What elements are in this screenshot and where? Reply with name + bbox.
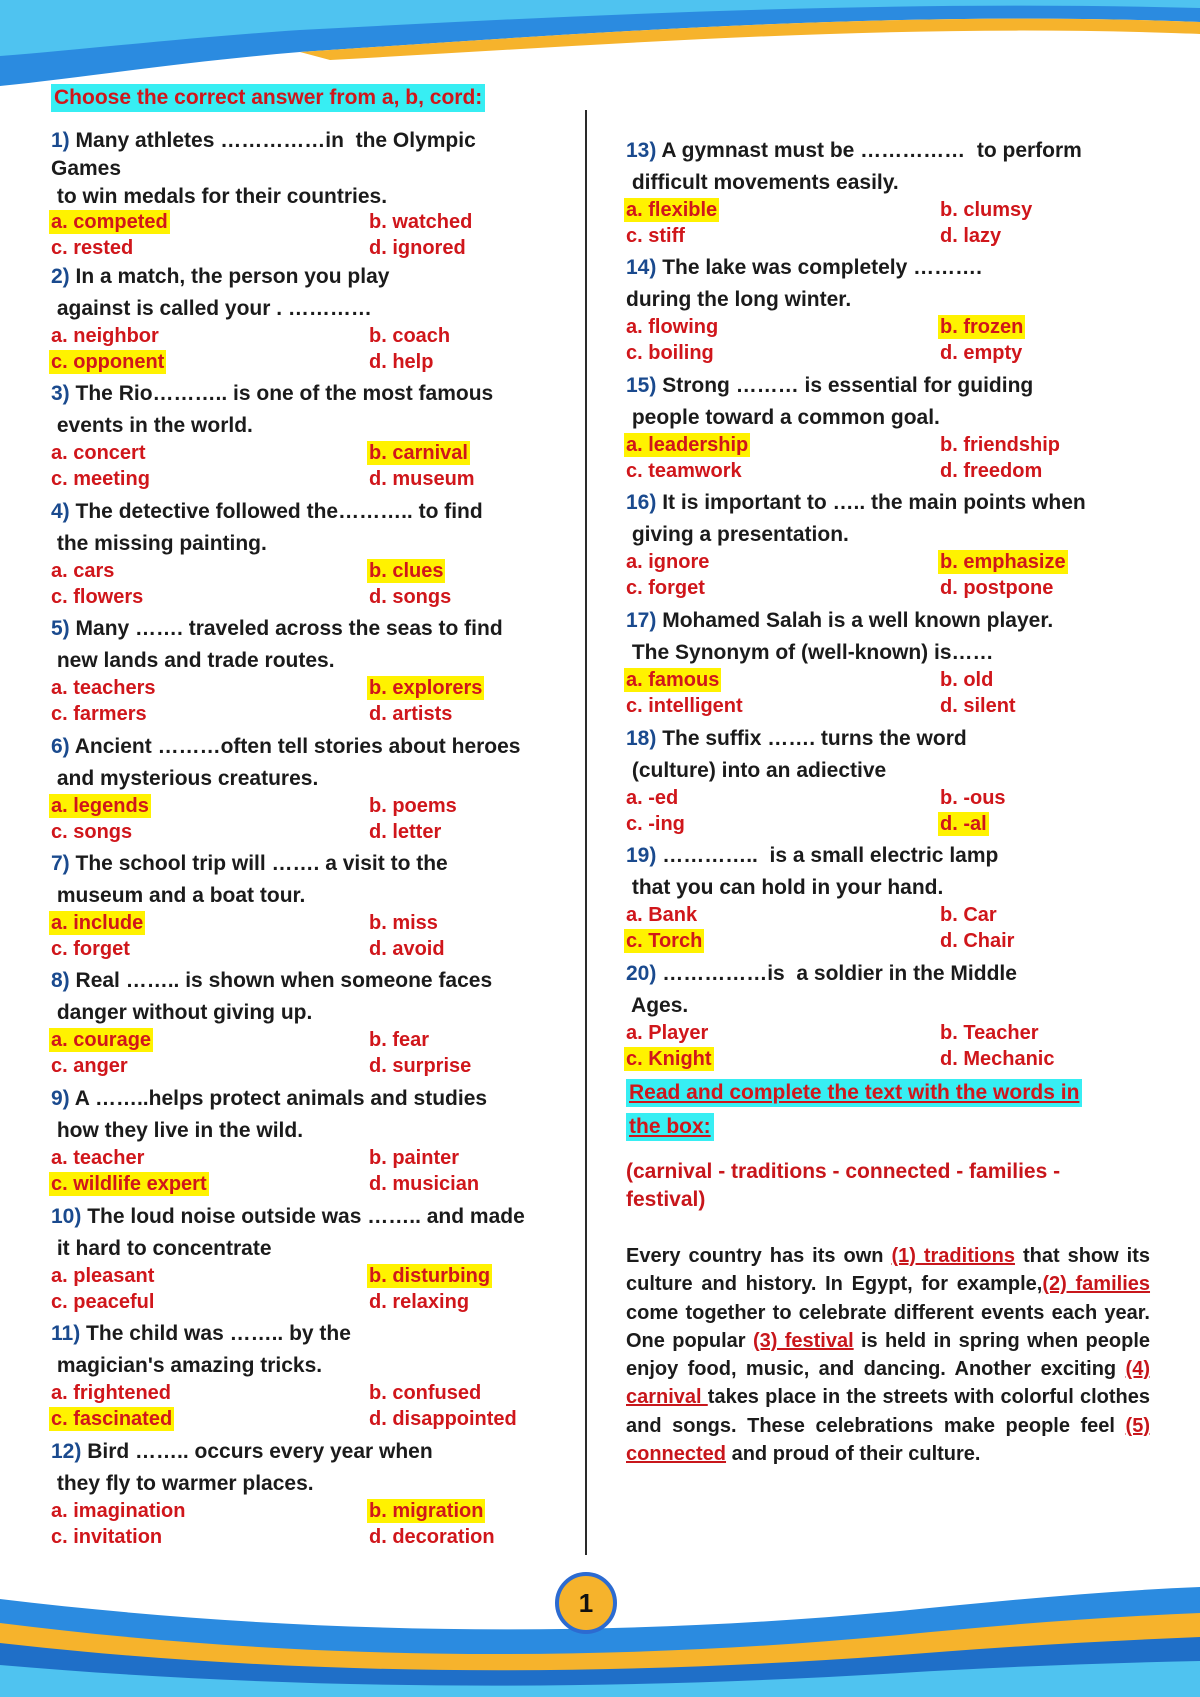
option-d: d. postpone — [940, 577, 1054, 599]
question-number: 20) — [626, 962, 657, 985]
question-number: 14) — [626, 256, 657, 279]
question-text — [51, 732, 520, 762]
correct-option-b: b. carnival — [369, 442, 468, 464]
question-text — [51, 294, 372, 324]
question-text — [51, 1351, 322, 1381]
answer-blank-5: (5) connected — [626, 1414, 1150, 1466]
question-text — [626, 371, 1033, 401]
correct-option-c: c. Torch — [626, 930, 703, 952]
option-d: d. Chair — [940, 930, 1015, 952]
question-line: difficult movements easily. — [626, 171, 899, 194]
question-text — [626, 756, 886, 786]
question-text — [51, 411, 253, 441]
option-d: d. lazy — [940, 225, 1002, 247]
question-number: 18) — [626, 727, 657, 750]
option-c: c. invitation — [51, 1526, 163, 1548]
question-text — [51, 764, 318, 794]
question-line: the missing painting. — [51, 532, 267, 555]
option-c: c. forget — [51, 938, 130, 960]
question-text — [626, 520, 849, 550]
question-line: that you can hold in your hand. — [626, 876, 944, 899]
question-line: Real …….. is shown when someone faces — [75, 969, 493, 992]
question-text — [51, 1319, 351, 1349]
question-line: museum and a boat tour. — [51, 884, 306, 907]
option-d: d. empty — [940, 342, 1023, 364]
question-number: 17) — [626, 609, 657, 632]
question-line: how they live in the wild. — [51, 1119, 304, 1142]
question-line: (culture) into an adiective — [626, 759, 887, 782]
question-line: to win medals for their countries. — [51, 185, 388, 208]
question-text — [626, 959, 1017, 989]
option-b: b. painter — [369, 1147, 460, 1169]
question-line: Many athletes ……………in the Olympic — [75, 129, 476, 152]
option-a: a. neighbor — [51, 325, 159, 347]
option-a: a. flowing — [626, 316, 719, 338]
instruction-banner-choose: Choose the correct answer from a, b, cord: — [51, 84, 485, 112]
option-b: b. Car — [940, 904, 997, 926]
correct-option-b: b. clues — [369, 560, 444, 582]
correct-option-a: a. include — [51, 912, 144, 934]
option-c: c. boiling — [626, 342, 714, 364]
option-b: b. coach — [369, 325, 451, 347]
question-line: against is called your . ………… — [51, 297, 372, 320]
option-a: a. ignore — [626, 551, 710, 573]
question-line: during the long winter. — [626, 288, 852, 311]
question-line: and mysterious creatures. — [51, 767, 319, 790]
question-text — [626, 638, 994, 668]
question-line: new lands and trade routes. — [51, 649, 335, 672]
question-number: 8) — [51, 969, 70, 992]
question-text — [51, 379, 493, 409]
passage-text-segment: takes place in the streets with colorful clothes and songs. These celebrations make people feel — [626, 1386, 1150, 1437]
option-b: b. Teacher — [940, 1022, 1039, 1044]
option-d: d. avoid — [369, 938, 445, 960]
question-line: The school trip will ……. a visit to the — [75, 852, 448, 875]
correct-option-a: a. leadership — [626, 434, 749, 456]
correct-option-a: a. famous — [626, 669, 720, 691]
question-line: It is important to ….. the main points when — [662, 491, 1086, 514]
option-b: b. -ous — [940, 787, 1006, 809]
passage-text-segment: Every country has its own — [626, 1245, 892, 1267]
question-line: it hard to concentrate — [51, 1237, 272, 1260]
question-number: 9) — [51, 1087, 70, 1110]
question-line: ……………is a soldier in the Middle — [662, 962, 1017, 985]
question-line: Bird …….. occurs every year when — [87, 1440, 433, 1463]
option-c: c. peaceful — [51, 1291, 155, 1313]
question-line: Strong ……… is essential for guiding — [662, 374, 1034, 397]
question-text — [626, 873, 943, 903]
correct-option-a: a. courage — [51, 1029, 152, 1051]
correct-option-b: b. emphasize — [940, 551, 1066, 573]
question-text — [51, 262, 389, 292]
option-b: b. miss — [369, 912, 438, 934]
question-text — [626, 285, 851, 315]
question-text — [51, 998, 312, 1028]
question-line: danger without giving up. — [51, 1001, 313, 1024]
question-text — [626, 724, 967, 754]
option-d: d. museum — [369, 468, 475, 490]
answer-blank-1: (1) traditions — [891, 1245, 1015, 1267]
option-a: a. cars — [51, 560, 115, 582]
question-number: 12) — [51, 1440, 82, 1463]
question-text — [51, 1234, 272, 1264]
question-text — [626, 253, 982, 283]
answer-blank-2: (2) families — [1042, 1273, 1151, 1296]
question-line: The suffix ……. turns the word — [662, 727, 967, 750]
option-d: d. letter — [369, 821, 442, 843]
option-c: c. -ing — [626, 813, 685, 835]
correct-option-b: b. frozen — [940, 316, 1024, 338]
question-text — [51, 614, 503, 644]
page-number-badge: 1 — [555, 1572, 617, 1634]
option-b: b. fear — [369, 1029, 430, 1051]
answer-blank-4: (4) carnival — [626, 1358, 1150, 1409]
option-c: c. forget — [626, 577, 705, 599]
correct-option-a: a. legends — [51, 795, 149, 817]
instruction-banner-read-2 — [626, 1113, 714, 1141]
passage-text-segment: and proud of their culture. — [726, 1443, 981, 1466]
question-text — [51, 529, 267, 559]
option-d: d. relaxing — [369, 1291, 470, 1313]
question-text — [51, 154, 121, 184]
question-line: people toward a common goal. — [626, 406, 940, 429]
question-line: Games — [51, 157, 122, 180]
question-number: 11) — [51, 1322, 81, 1345]
question-line: they fly to warmer places. — [51, 1472, 314, 1495]
question-line: A gymnast must be …………… to perform — [661, 139, 1082, 162]
question-text — [51, 126, 476, 156]
option-a: a. Bank — [626, 904, 698, 926]
question-number: 7) — [51, 852, 70, 875]
question-text — [626, 136, 1082, 166]
question-line: A ……..helps protect animals and studies — [74, 1087, 488, 1110]
passage-text-segment: that show its culture and history. In Egypt, for example, — [626, 1245, 1150, 1296]
question-line: The lake was completely ………. — [662, 256, 982, 279]
question-text — [626, 991, 688, 1021]
correct-option-a: a. flexible — [626, 199, 718, 221]
option-a: a. teachers — [51, 677, 156, 699]
option-c: c. farmers — [51, 703, 147, 725]
question-line: events in the world. — [51, 414, 253, 437]
question-text — [51, 1116, 303, 1146]
question-line: The loud noise outside was …….. and made — [87, 1205, 525, 1228]
question-line: The detective followed the……….. to find — [75, 500, 483, 523]
question-line: The child was …….. by the — [86, 1322, 351, 1345]
correct-option-b: b. disturbing — [369, 1265, 491, 1287]
instruction-banner-read — [626, 1079, 1082, 1107]
question-line: In a match, the person you play — [75, 265, 390, 288]
question-line: The Rio……….. is one of the most famous — [75, 382, 494, 405]
question-text — [51, 646, 335, 676]
question-text — [51, 1202, 525, 1232]
question-number: 1) — [51, 129, 70, 152]
correct-option-a: a. competed — [51, 211, 168, 233]
option-c: c. meeting — [51, 468, 150, 490]
question-line: giving a presentation. — [626, 523, 849, 546]
correct-option-b: b. explorers — [369, 677, 483, 699]
option-c: c. songs — [51, 821, 133, 843]
word-box: (carnival - traditions - connected - families - festival) — [626, 1160, 1061, 1211]
question-text — [51, 1437, 433, 1467]
option-d: d. songs — [369, 586, 452, 608]
question-line: Ages. — [626, 994, 689, 1017]
option-b: b. poems — [369, 795, 457, 817]
question-text — [51, 1469, 314, 1499]
question-number: 13) — [626, 139, 657, 162]
question-text — [626, 168, 899, 198]
option-d: d. Mechanic — [940, 1048, 1055, 1070]
correct-option-c: c. fascinated — [51, 1408, 173, 1430]
question-line: ………….. is a small electric lamp — [662, 844, 999, 867]
question-number: 16) — [626, 491, 657, 514]
question-line: Many ……. traveled across the seas to find — [75, 617, 503, 640]
question-line: magician's amazing tricks. — [51, 1354, 323, 1377]
question-text — [51, 966, 492, 996]
option-c: c. teamwork — [626, 460, 742, 482]
question-text — [626, 403, 940, 433]
option-d: d. artists — [369, 703, 453, 725]
question-line: The Synonym of (well-known) is…… — [626, 641, 994, 664]
correct-option-d: d. -al — [940, 813, 987, 835]
answer-blank-3: (3) festival — [752, 1329, 854, 1352]
option-b: b. watched — [369, 211, 473, 233]
question-number: 15) — [626, 374, 657, 397]
question-number: 4) — [51, 500, 70, 523]
option-d: d. decoration — [369, 1526, 495, 1548]
question-text — [626, 606, 1053, 636]
option-b: b. friendship — [940, 434, 1060, 456]
question-text — [626, 488, 1086, 518]
option-a: a. concert — [51, 442, 146, 464]
option-c: c. intelligent — [626, 695, 743, 717]
option-b: b. clumsy — [940, 199, 1033, 221]
question-line: Mohamed Salah is a well known player. — [662, 609, 1054, 632]
option-d: d. freedom — [940, 460, 1043, 482]
option-a: a. Player — [626, 1022, 709, 1044]
question-line: Ancient ………often tell stories about heroes — [74, 735, 521, 758]
option-a: a. imagination — [51, 1500, 186, 1522]
option-a: a. pleasant — [51, 1265, 155, 1287]
question-number: 10) — [51, 1205, 82, 1228]
question-text — [51, 881, 305, 911]
question-text — [51, 849, 448, 879]
option-a: a. teacher — [51, 1147, 145, 1169]
option-d: d. ignored — [369, 237, 466, 259]
option-c: c. flowers — [51, 586, 144, 608]
option-d: d. musician — [369, 1173, 480, 1195]
question-number: 19) — [626, 844, 657, 867]
option-c: c. anger — [51, 1055, 128, 1077]
passage-text-segment: come together to celebrate different events each year. One popular — [626, 1301, 1150, 1352]
option-d: d. silent — [940, 695, 1016, 717]
option-d: d. surprise — [369, 1055, 472, 1077]
option-a: a. frightened — [51, 1382, 172, 1404]
column-divider — [585, 110, 587, 1555]
correct-option-c: c. opponent — [51, 351, 165, 373]
passage-text — [626, 1242, 1150, 1468]
question-text — [51, 182, 387, 212]
correct-option-b: b. migration — [369, 1500, 484, 1522]
question-number: 5) — [51, 617, 70, 640]
option-c: c. rested — [51, 237, 134, 259]
question-number: 3) — [51, 382, 70, 405]
instruction-line: Read and complete the text with the words in — [629, 1081, 1080, 1104]
instruction-line: the box: — [629, 1115, 711, 1138]
correct-option-c: c. Knight — [626, 1048, 712, 1070]
option-a: a. -ed — [626, 787, 679, 809]
option-c: c. stiff — [626, 225, 685, 247]
question-text — [51, 497, 483, 527]
correct-option-c: c. wildlife expert — [51, 1173, 207, 1195]
passage-text-segment: is held in spring when people enjoy food, music, and dancing. Another exciting — [626, 1329, 1150, 1381]
question-text — [626, 841, 998, 871]
question-number: 6) — [51, 735, 70, 758]
option-b: b. confused — [369, 1382, 482, 1404]
question-number: 2) — [51, 265, 70, 288]
option-d: d. help — [369, 351, 434, 373]
question-text — [51, 1084, 487, 1114]
option-b: b. old — [940, 669, 994, 691]
option-d: d. disappointed — [369, 1408, 517, 1430]
